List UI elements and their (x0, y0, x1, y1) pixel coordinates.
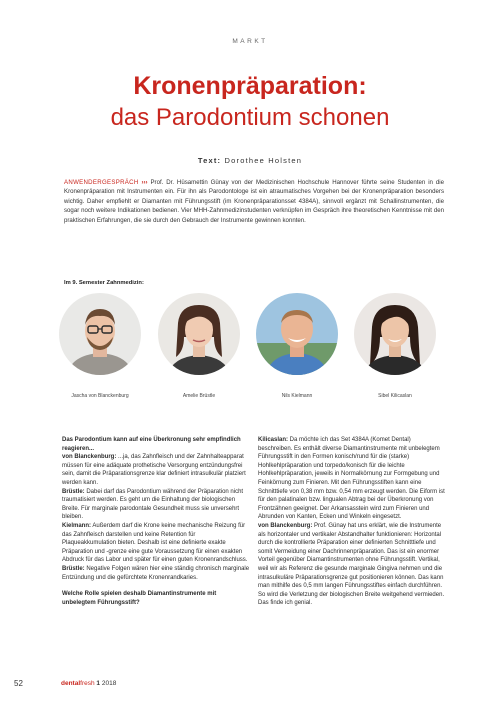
portrait-photo (158, 293, 240, 375)
subheadline: das Parodontium schonen (110, 104, 390, 131)
answer-paragraph (62, 453, 250, 487)
speaker-name: von Blanckenburg: (258, 522, 313, 529)
magazine-name-part1: dental (61, 680, 81, 687)
answer-text: ...ja, das Zahnfleisch und der Zahnhalteapparat müssen für eine adäquate prothetische Versorgung entzündungsfrei sein, damit die Präparationsgrenze klar definiert intrasulkulär platziert werden kann. (62, 454, 246, 486)
issue-number: 1 (96, 680, 101, 687)
speaker-name: Brüstle: (62, 565, 85, 572)
answer-text: Prof. Günay hat uns erklärt, wie die Instrumente als horizontaler und vertikaler Abstandhalter funktionieren: Horizontal durch die kontrollierte Präparation einer definierten Schnitttiefe und somit Vermeidung einer Dachrinnenpräparation. Das ist ein enormer Vorteil gegenüber Diamantinstrumenten ohne Führungsstift. Vertikal, weil wir als Referenz die gesunde marginale Gingiva nehmen und die intrasulkuläre Präparationsgrenze gut positionieren können. Das kann man mithilfe des 0,5 mm langen Führungsstiftes einfach durchführen. So wird die Verletzung der biologischen Breite weitgehend vermieden. Das finde ich genial. (258, 522, 445, 607)
answer-paragraph (62, 488, 250, 522)
portrait-photo (59, 293, 141, 375)
byline (0, 156, 500, 165)
answer-paragraph (258, 522, 446, 608)
issue-year: 2018 (101, 680, 117, 687)
intro-text: Prof. Dr. Hüsamettin Günay von der Medizinischen Hochschule Hannover führte seine Studenten in die Kronenpräparation mit Instrumenten ein. Für ihn als Parodontologe ist ein atraumatisches Vorgehen bei der Kronenpräparation besonders wichtig. Daher empfiehlt er Diamanten mit Führungsstift (im Kronenpräparationsset 4384A), sinnvoll ergänzt mit Schallinstrumenten, die sogar noch weitere Indikationen bedienen. Vier MHH-Zahnmedizinstudenten verknüpfen im Gespräch ihre theoretischen Kenntnisse mit den praktischen Erfahrungen, die sie durch den Gebrauch der Instrumente gewinnen konnten. (64, 179, 444, 224)
portrait-panel-label: Im 9. Semester Zahnmedizin: (64, 280, 144, 286)
intro-kicker: ANWENDERGESPRÄCH (64, 179, 139, 186)
question: Welche Rolle spielen deshalb Diamantinstrumente mit unbelegtem Führungsstift? (62, 591, 217, 606)
answer-text: Da möchte ich das Set 4384A (Komet Dental) beschreiben. Es enthält diverse Diamantinstrumente mit unbelegtem Führungsstift in den Formen konisch/rund für die (starke) Hohlkehlpräparation und torpedo/konisch für die leichte Hohlkehlpräparation, jeweils in Normalkörnung zur Formgebung und Feinkörnung zum Finieren. Mit den Führungsstiften kann eine Schnitttiefe von 0,38 mm bzw. 0,54 mm erzeugt werden. Die Eiform ist für den palatinalen bzw. lingualen Abtrag bei der Überkronung von Frontzähnen geeignet. Der Arkansasstein wird zum Finieren und Abrunden von Kanten, Ecken und Winkeln eingesetzt. (258, 437, 445, 521)
speaker-name: von Blanckenburg: (62, 454, 117, 461)
portrait-caption: Amelie Brüstle (182, 393, 216, 399)
byline-prefix: Text: (197, 156, 222, 165)
portrait-photo (256, 293, 338, 375)
magazine-name-part2: fresh (80, 680, 95, 687)
answer-text: Außerdem darf die Krone keine mechanische Reizung für das Zahnfleisch darstellen und keine Retention für Plaqueakkumulation bieten. Deshalb ist eine definierte exakte Präparation und -grenze eine gute Voraussetzung für einen exakten Abdruck für das Labor und später für einen guten Kronenrandschluss. (62, 522, 248, 564)
article-column-right (258, 436, 446, 608)
intro-arrows: ››› (141, 179, 148, 186)
article-column-left (62, 436, 250, 607)
speaker-name: Kilicaslan: (258, 437, 289, 443)
speaker-name: Kielmann: (62, 522, 92, 529)
answer-paragraph (62, 565, 250, 582)
question: Das Parodontium kann auf eine Überkronung sehr empfindlich reagieren... (62, 437, 241, 452)
speaker-name: Brüstle: (62, 488, 85, 495)
byline-author: Dorothee Holsten (224, 156, 303, 165)
answer-text: Dabei darf das Parodontium während der Präparation nicht traumatisiert werden. Es geht um die Einhaltung der biologischen Breite. Für marginale parodontale Gesundheit muss sie unversehrt bleiben. (62, 488, 244, 521)
answer-paragraph (258, 436, 446, 522)
intro-paragraph (64, 178, 444, 225)
magazine-footer (61, 680, 116, 687)
headline: Kronenpräparation: (133, 72, 367, 100)
portrait-caption: Nils Kielmann (281, 393, 313, 399)
portrait-photo (354, 293, 436, 375)
portrait-caption: Jascha von Blanckenburg (71, 393, 129, 399)
page-number: 52 (14, 679, 23, 688)
portrait-caption: Sibel Kilicaslan (378, 393, 412, 399)
section-label: MARKT (232, 38, 268, 45)
answer-text: Negative Folgen wären hier eine ständig chronisch marginale Entzündung und die gefürchtete Kronenrandkaries. (62, 565, 250, 581)
answer-paragraph (62, 522, 250, 565)
